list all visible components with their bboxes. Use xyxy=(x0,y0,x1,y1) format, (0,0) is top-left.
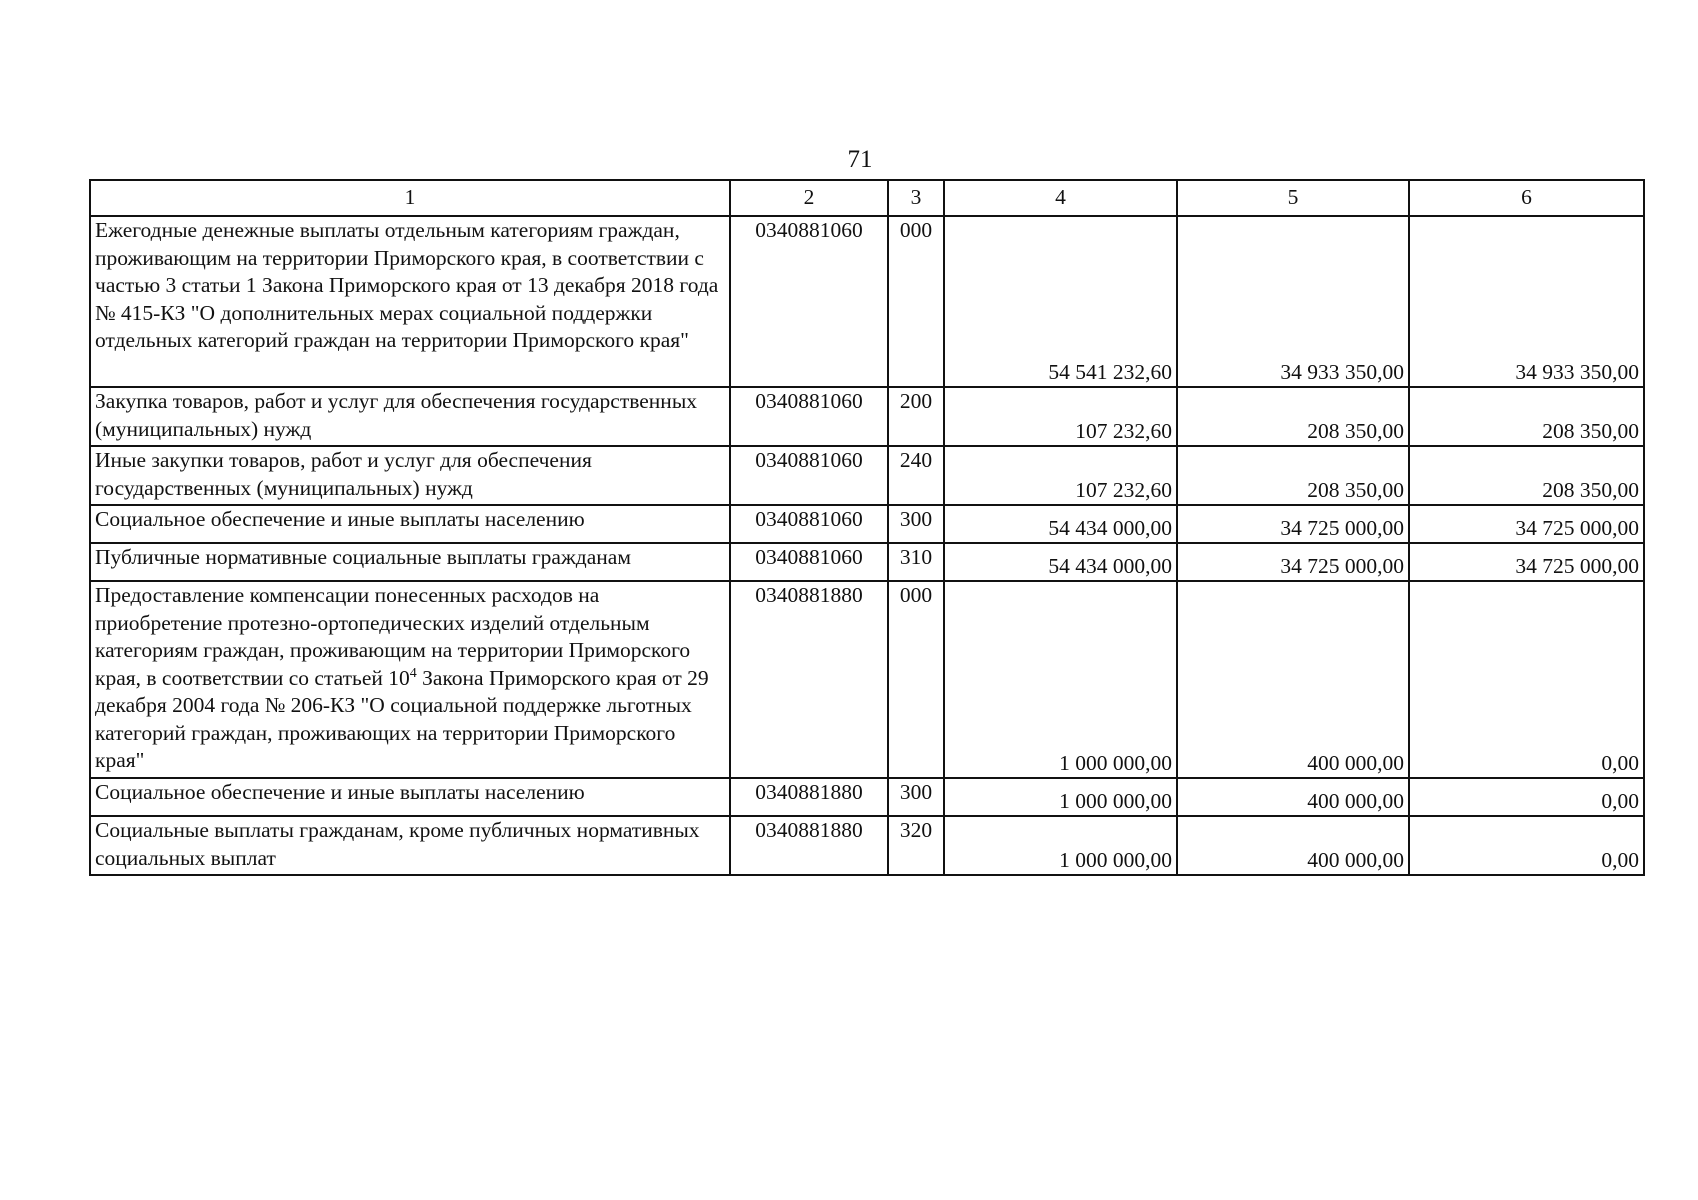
row-code: 0340881060 xyxy=(730,543,888,581)
row-type-code: 300 xyxy=(888,778,944,816)
page-number: 71 xyxy=(847,146,873,173)
table-row xyxy=(90,543,1644,581)
row-value-col6: 0,00 xyxy=(1409,778,1644,816)
column-header: 3 xyxy=(888,180,944,216)
row-name: Ежегодные денежные выплаты отдельным категориям граждан, проживающим на территории Приморского края, в соответствии с частью 3 статьи 1 Закона Приморского края от 13 декабря 2018 года № 415-КЗ "О дополнительных мерах социальной поддержки отдельных категорий граждан на территории Приморского края" xyxy=(90,216,730,387)
row-name: Закупка товаров, работ и услуг для обеспечения государственных (муниципальных) нужд xyxy=(90,387,730,446)
row-type-code: 200 xyxy=(888,387,944,446)
table-row xyxy=(90,446,1644,505)
row-value-col4: 54 541 232,60 xyxy=(944,216,1177,387)
row-type-code: 000 xyxy=(888,581,944,778)
column-header: 6 xyxy=(1409,180,1644,216)
budget-table xyxy=(89,179,1645,876)
article-superscript: 4 xyxy=(409,665,417,681)
row-type-code: 240 xyxy=(888,446,944,505)
column-header: 5 xyxy=(1177,180,1409,216)
row-value-col5: 400 000,00 xyxy=(1177,816,1409,875)
table-row xyxy=(90,387,1644,446)
column-header: 4 xyxy=(944,180,1177,216)
row-value-col5: 400 000,00 xyxy=(1177,581,1409,778)
row-type-code: 300 xyxy=(888,505,944,543)
row-name: Публичные нормативные социальные выплаты гражданам xyxy=(90,543,730,581)
row-value-col4: 107 232,60 xyxy=(944,446,1177,505)
row-value-col5: 400 000,00 xyxy=(1177,778,1409,816)
row-value-col4: 107 232,60 xyxy=(944,387,1177,446)
table-row xyxy=(90,816,1644,875)
row-value-col6: 0,00 xyxy=(1409,816,1644,875)
row-name: Социальное обеспечение и иные выплаты населению xyxy=(90,778,730,816)
row-code: 0340881060 xyxy=(730,387,888,446)
table-row xyxy=(90,581,1644,778)
row-value-col5: 34 725 000,00 xyxy=(1177,505,1409,543)
row-value-col4: 54 434 000,00 xyxy=(944,505,1177,543)
row-code: 0340881060 xyxy=(730,446,888,505)
row-value-col5: 208 350,00 xyxy=(1177,446,1409,505)
row-name: Иные закупки товаров, работ и услуг для обеспечения государственных (муниципальных) нужд xyxy=(90,446,730,505)
row-value-col6: 34 725 000,00 xyxy=(1409,543,1644,581)
row-type-code: 000 xyxy=(888,216,944,387)
row-value-col4: 1 000 000,00 xyxy=(944,778,1177,816)
row-value-col5: 208 350,00 xyxy=(1177,387,1409,446)
row-value-col4: 1 000 000,00 xyxy=(944,581,1177,778)
row-type-code: 310 xyxy=(888,543,944,581)
table-header-row xyxy=(90,180,1644,216)
row-value-col6: 34 933 350,00 xyxy=(1409,216,1644,387)
row-value-col6: 208 350,00 xyxy=(1409,446,1644,505)
row-value-col5: 34 933 350,00 xyxy=(1177,216,1409,387)
column-header: 1 xyxy=(90,180,730,216)
row-code: 0340881880 xyxy=(730,778,888,816)
row-code: 0340881060 xyxy=(730,216,888,387)
row-value-col4: 54 434 000,00 xyxy=(944,543,1177,581)
row-value-col4: 1 000 000,00 xyxy=(944,816,1177,875)
row-name: Социальные выплаты гражданам, кроме публичных нормативных социальных выплат xyxy=(90,816,730,875)
table-row xyxy=(90,216,1644,387)
table-row xyxy=(90,778,1644,816)
row-name-text: Предоставление компенсации понесенных расходов на приобретение протезно-ортопедических изделий отдельным категориям граждан, проживающим на территории Приморского края, в соответствии со статьей 10 xyxy=(95,583,691,690)
column-header: 2 xyxy=(730,180,888,216)
row-code: 0340881060 xyxy=(730,505,888,543)
row-code: 0340881880 xyxy=(730,581,888,778)
row-type-code: 320 xyxy=(888,816,944,875)
row-value-col5: 34 725 000,00 xyxy=(1177,543,1409,581)
table-row xyxy=(90,505,1644,543)
row-name xyxy=(90,581,730,778)
row-code: 0340881880 xyxy=(730,816,888,875)
row-value-col6: 0,00 xyxy=(1409,581,1644,778)
row-value-col6: 208 350,00 xyxy=(1409,387,1644,446)
row-name: Социальное обеспечение и иные выплаты населению xyxy=(90,505,730,543)
row-name-text: Закона Приморского края от 29 декабря 2004 года № 206-КЗ "О социальной поддержке льготных категорий граждан, проживающих на территории Приморского края" xyxy=(95,665,709,772)
row-value-col6: 34 725 000,00 xyxy=(1409,505,1644,543)
